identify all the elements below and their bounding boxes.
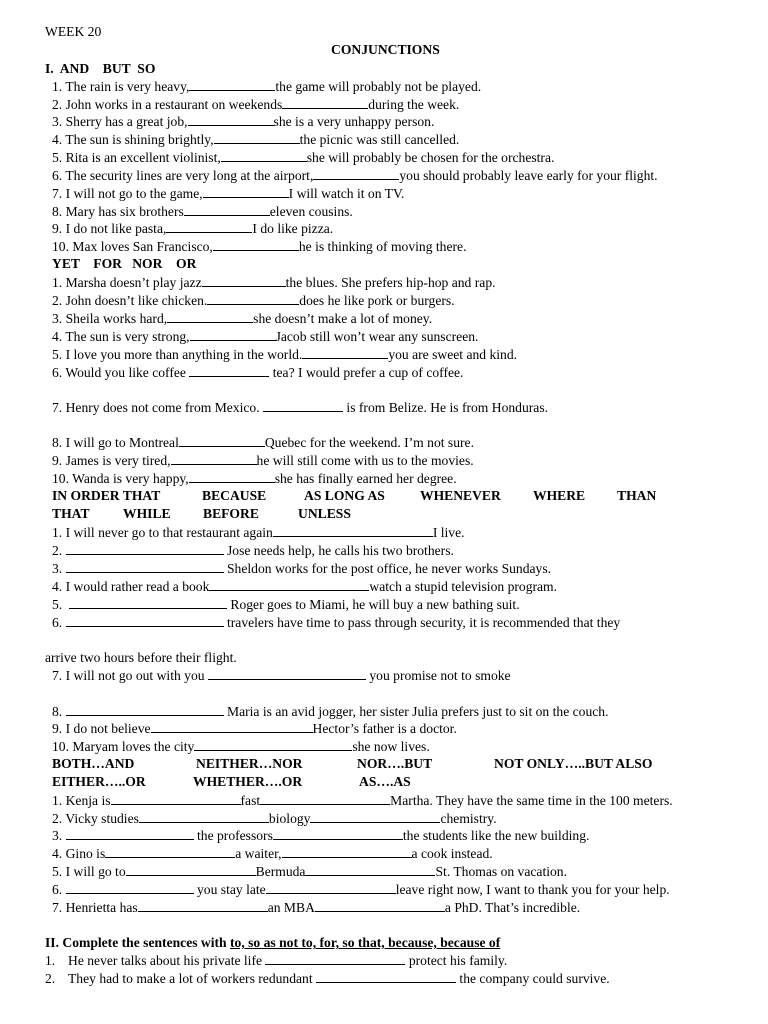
exercise-line: 3. Sherry has a great job, she is a very unhappy person. [52, 114, 435, 129]
answer-blank[interactable] [189, 364, 269, 377]
answer-blank[interactable] [208, 667, 366, 680]
exercise-line: 6. Would you like coffee tea? I would prefer a cup of coffee. [52, 365, 464, 380]
exercise-line: 4. Gino is a waiter, a cook instead. [52, 846, 493, 861]
exercise-line-continuation: arrive two hours before their flight. [45, 650, 237, 665]
conjunction-heading: THAT [52, 506, 90, 521]
week-label: WEEK 20 [45, 24, 102, 39]
answer-blank[interactable] [310, 810, 440, 823]
answer-blank[interactable] [189, 78, 275, 91]
exercise-line: 4. The sun is very strong, Jacob still won’t wear any sunscreen. [52, 329, 479, 344]
answer-blank[interactable] [151, 720, 313, 733]
conjunction-heading: AS LONG AS [304, 488, 385, 503]
conjunction-heading: NOR….BUT [357, 756, 433, 771]
answer-blank[interactable] [315, 899, 445, 912]
exercise-line: 7. Henry does not come from Mexico. is from Belize. He is from Honduras. [52, 400, 549, 415]
answer-blank[interactable] [66, 703, 224, 716]
conjunction-heading: NOT ONLY…..BUT ALSO [494, 756, 653, 771]
answer-blank[interactable] [273, 524, 433, 537]
exercise-line: 7. Henrietta has an MBA a PhD. That’s incredible. [52, 900, 581, 915]
exercise-line: 5. Rita is an excellent violinist, she will probably be chosen for the orchestra. [52, 150, 555, 165]
answer-blank[interactable] [188, 113, 274, 126]
exercise-line: 9. I do not believe Hector’s father is a doctor. [52, 721, 457, 736]
exercise-line: 8. Maria is an avid jogger, her sister Julia prefers just to sit on the couch. [52, 704, 609, 719]
answer-blank[interactable] [209, 578, 369, 591]
exercise-line: 1. I will never go to that restaurant again I live. [52, 525, 465, 540]
exercise-line: 1. The rain is very heavy, the game will probably not be played. [52, 79, 482, 94]
answer-blank[interactable] [66, 614, 224, 627]
answer-blank[interactable] [111, 792, 241, 805]
exercise-line: 9. James is very tired, he will still come with us to the movies. [52, 453, 474, 468]
exercise-line: 2. Jose needs help, he calls his two brothers. [52, 543, 454, 558]
conjunction-heading: BECAUSE [202, 488, 267, 503]
conjunction-heading: AS….AS [359, 774, 411, 789]
conjunction-heading: WHILE [123, 506, 171, 521]
answer-blank[interactable] [190, 328, 276, 341]
exercise-line: 2. Vicky studies biology chemistry. [52, 811, 497, 826]
exercise-line: 6. travelers have time to pass through security, it is recommended that they [52, 615, 621, 630]
answer-blank[interactable] [139, 810, 269, 823]
answer-blank[interactable] [302, 346, 388, 359]
exercise-line: 2. They had to make a lot of workers redundant the company could survive. [45, 971, 610, 986]
exercise-line: 8. Mary has six brothers eleven cousins. [52, 204, 353, 219]
answer-blank[interactable] [266, 881, 396, 894]
answer-blank[interactable] [167, 310, 253, 323]
answer-blank[interactable] [66, 881, 194, 894]
conjunction-heading: IN ORDER THAT [52, 488, 161, 503]
exercise-line: 2. John doesn’t like chicken. does he like pork or burgers. [52, 293, 455, 308]
answer-blank[interactable] [265, 952, 405, 965]
exercise-line: 7. I will not go to the game, I will watch it on TV. [52, 186, 405, 201]
answer-blank[interactable] [166, 220, 252, 233]
exercise-line: 4. I would rather read a book watch a stupid television program. [52, 579, 558, 594]
answer-blank[interactable] [126, 863, 256, 876]
exercise-line: 6. you stay late leave right now, I want to thank you for your help. [52, 882, 670, 897]
answer-blank[interactable] [260, 792, 390, 805]
exercise-line: 7. I will not go out with you you promise not to smoke [52, 668, 511, 683]
answer-blank[interactable] [273, 827, 403, 840]
exercise-line: 1. Marsha doesn’t play jazz the blues. She prefers hip-hop and rap. [52, 275, 496, 290]
exercise-line: 1. He never talks about his private life protect his family. [45, 953, 508, 968]
answer-blank[interactable] [66, 560, 224, 573]
exercise-line: 5. I love you more than anything in the world. you are sweet and kind. [52, 347, 518, 362]
answer-blank[interactable] [214, 131, 300, 144]
answer-blank[interactable] [66, 827, 194, 840]
answer-blank[interactable] [66, 542, 224, 555]
conjunction-heading: EITHER…..OR [52, 774, 146, 789]
section-heading-part-two: II. Complete the sentences with to, so as not to, for, so that, because, because of [45, 935, 501, 950]
conjunction-heading: WHETHER….OR [193, 774, 303, 789]
answer-blank[interactable] [282, 96, 368, 109]
answer-blank[interactable] [189, 470, 275, 483]
section-heading-and-but-so: I. AND BUT SO [45, 61, 156, 76]
exercise-line: 10. Maryam loves the city she now lives. [52, 739, 430, 754]
answer-blank[interactable] [202, 274, 286, 287]
answer-blank[interactable] [203, 185, 289, 198]
answer-blank[interactable] [105, 845, 235, 858]
conjunction-heading: BOTH…AND [52, 756, 135, 771]
answer-blank[interactable] [221, 149, 307, 162]
section-heading-yet-for-nor-or: YET FOR NOR OR [52, 256, 197, 271]
answer-blank[interactable] [313, 167, 399, 180]
exercise-line: 10. Wanda is very happy, she has finally earned her degree. [52, 471, 457, 486]
answer-blank[interactable] [263, 399, 343, 412]
answer-blank[interactable] [316, 970, 456, 983]
answer-blank[interactable] [282, 845, 412, 858]
answer-blank[interactable] [184, 203, 270, 216]
page-title: CONJUNCTIONS [331, 42, 440, 57]
conjunction-heading: WHENEVER [420, 488, 501, 503]
conjunction-heading: BEFORE [203, 506, 259, 521]
answer-blank[interactable] [179, 434, 265, 447]
conjunction-heading: NEITHER…NOR [196, 756, 303, 771]
answer-blank[interactable] [207, 292, 299, 305]
answer-blank[interactable] [194, 738, 352, 751]
exercise-line: 2. John works in a restaurant on weekends during the week. [52, 97, 460, 112]
answer-blank[interactable] [69, 596, 227, 609]
exercise-line: 5. I will go to Bermuda St. Thomas on vacation. [52, 864, 568, 879]
exercise-line: 3. Sheila works hard, she doesn’t make a lot of money. [52, 311, 433, 326]
exercise-line: 10. Max loves San Francisco, he is thinking of moving there. [52, 239, 467, 254]
exercise-line: 8. I will go to Montreal Quebec for the weekend. I’m not sure. [52, 435, 474, 450]
exercise-line: 3. Sheldon works for the post office, he never works Sundays. [52, 561, 552, 576]
answer-blank[interactable] [138, 899, 268, 912]
exercise-line: 6. The security lines are very long at the airport, you should probably leave early for your flight. [52, 168, 658, 183]
answer-blank[interactable] [213, 238, 299, 251]
exercise-line: 1. Kenja is fast Martha. They have the same time in the 100 meters. [52, 793, 673, 808]
exercise-line: 4. The sun is shining brightly, the picnic was still cancelled. [52, 132, 460, 147]
conjunction-heading: UNLESS [298, 506, 351, 521]
conjunction-heading: WHERE [533, 488, 586, 503]
exercise-line: 9. I do not like pasta, I do like pizza. [52, 221, 334, 236]
conjunction-heading: THAN [617, 488, 657, 503]
answer-blank[interactable] [171, 452, 257, 465]
exercise-line: 5. Roger goes to Miami, he will buy a new bathing suit. [52, 597, 520, 612]
answer-blank[interactable] [305, 863, 435, 876]
exercise-line: 3. the professors the students like the new building. [52, 828, 590, 843]
